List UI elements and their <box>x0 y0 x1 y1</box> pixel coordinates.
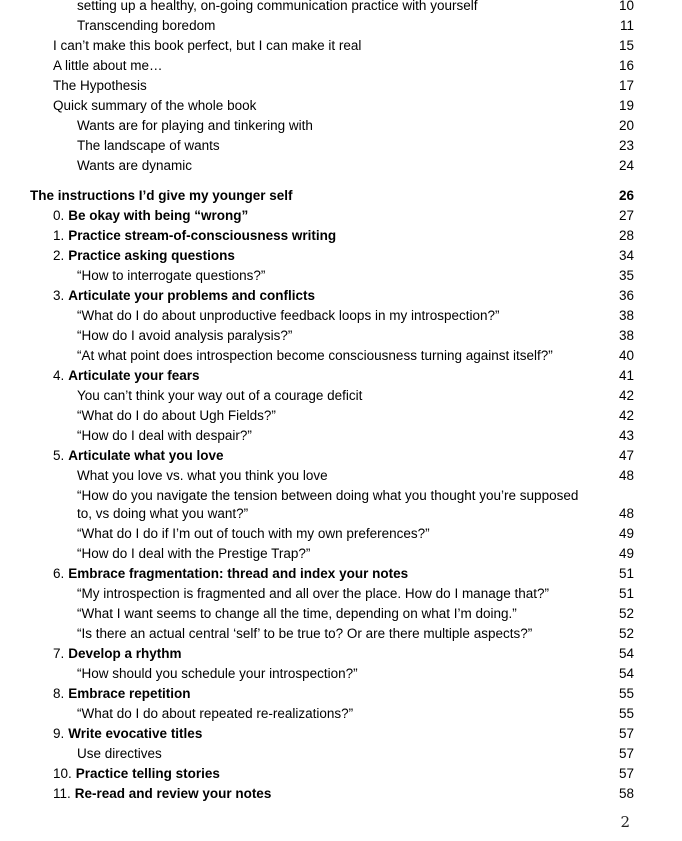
toc-entry[interactable] <box>30 346 634 366</box>
toc-entry[interactable] <box>30 704 634 724</box>
toc-entry-page: 40 <box>618 348 634 363</box>
toc-entry-title <box>53 765 594 783</box>
toc-entry-text: Transcending boredom <box>77 18 216 33</box>
toc-entry-title <box>77 157 594 175</box>
toc-entry-number: 2. <box>53 248 65 263</box>
toc-entry-text: Practice stream-of-consciousness writing <box>68 228 337 243</box>
toc-entry-title <box>53 565 594 583</box>
toc-entry-title <box>77 0 594 15</box>
toc-entry-title <box>53 247 594 265</box>
toc-entry-text: Write evocative titles <box>68 726 203 741</box>
toc-entry-title <box>53 645 594 663</box>
toc-entry-title <box>77 665 594 683</box>
toc-entry-text: Use directives <box>77 746 162 761</box>
toc-entry-text: “Is there an actual central ‘self’ to be true to? Or are there multiple aspects?” <box>77 626 533 641</box>
toc-entry-title <box>77 117 594 135</box>
page-footer <box>0 814 630 831</box>
toc-entry[interactable] <box>30 226 634 246</box>
toc-entry-title <box>77 545 594 563</box>
toc-entry-text: “My introspection is fragmented and all over the place. How do I manage that?” <box>77 586 549 601</box>
toc-entry-title <box>53 207 594 225</box>
toc-entry[interactable] <box>30 604 634 624</box>
toc-entry[interactable] <box>30 116 634 136</box>
toc-entry-title <box>53 725 594 743</box>
toc-entry-page: 16 <box>618 58 634 73</box>
toc-entry[interactable] <box>30 326 634 346</box>
toc-entry-text: “How do I deal with the Prestige Trap?” <box>77 546 311 561</box>
toc-entry[interactable] <box>30 96 634 116</box>
toc-entry-text: “What do I do if I’m out of touch with my own preferences?” <box>77 526 430 541</box>
toc-entry-title <box>77 137 594 155</box>
toc-entry-number: 8. <box>53 686 65 701</box>
toc-entry[interactable] <box>30 564 634 584</box>
toc-entry-text: The landscape of wants <box>77 138 220 153</box>
toc-entry-text: Embrace fragmentation: thread and index your notes <box>68 566 409 581</box>
toc-entry[interactable] <box>30 544 634 564</box>
toc-entry-page: 49 <box>618 546 634 561</box>
toc-entry[interactable] <box>30 306 634 326</box>
toc-entry-text: The instructions I’d give my younger self <box>30 188 293 203</box>
toc-entry-title <box>53 57 594 75</box>
toc-entry-page: 52 <box>618 626 634 641</box>
toc-entry-text: Articulate what you love <box>68 448 224 463</box>
toc-entry-text: “At what point does introspection become consciousness turning against itself?” <box>77 348 553 363</box>
toc-entry-number: 6. <box>53 566 65 581</box>
toc-entry-text: “How do I avoid analysis paralysis?” <box>77 328 293 343</box>
toc-entry-title <box>53 287 594 305</box>
toc-entry-title <box>77 407 594 425</box>
toc-entry-page: 41 <box>618 368 634 383</box>
toc-entry-text: setting up a healthy, on-going communication practice with yourself <box>77 0 478 13</box>
toc-entry-page: 57 <box>618 766 634 781</box>
toc-entry[interactable] <box>30 136 634 156</box>
toc-entry-text: The Hypothesis <box>53 78 147 93</box>
toc-entry-page: 51 <box>618 566 634 581</box>
toc-entry-page: 54 <box>618 646 634 661</box>
toc-entry-page: 10 <box>618 0 634 13</box>
toc-entry-text: “How to interrogate questions?” <box>77 268 266 283</box>
toc-entry-title <box>77 17 594 35</box>
toc-entry-page: 38 <box>618 308 634 323</box>
toc-entry[interactable] <box>30 0 634 16</box>
toc-entry[interactable] <box>30 56 634 76</box>
toc-entry[interactable] <box>30 486 634 524</box>
toc-entry-number: 11. <box>53 786 71 801</box>
toc-entry-title <box>77 267 594 285</box>
toc-entry-page: 23 <box>618 138 634 153</box>
toc-entry-page: 20 <box>618 118 634 133</box>
toc-entry-text: Articulate your fears <box>68 368 200 383</box>
toc-entry[interactable] <box>30 624 634 644</box>
toc-entry[interactable] <box>30 446 634 466</box>
toc-entry-number: 4. <box>53 368 65 383</box>
toc-entry-title <box>53 367 594 385</box>
toc-entry-page: 27 <box>618 208 634 223</box>
table-of-contents <box>30 0 634 804</box>
toc-entry-title <box>77 347 594 365</box>
toc-entry-number: 0. <box>53 208 65 223</box>
toc-entry-page: 48 <box>618 468 634 483</box>
toc-entry[interactable] <box>30 246 634 266</box>
toc-entry-page: 55 <box>618 686 634 701</box>
toc-entry-text: “How should you schedule your introspection?” <box>77 666 358 681</box>
toc-entry-text: Quick summary of the whole book <box>53 98 257 113</box>
toc-entry-title <box>53 685 594 703</box>
toc-entry-title <box>77 387 594 405</box>
toc-entry-number: 5. <box>53 448 65 463</box>
toc-entry-page: 58 <box>618 786 634 801</box>
toc-entry-page: 52 <box>618 606 634 621</box>
toc-entry-page: 48 <box>618 506 634 521</box>
toc-entry-title <box>77 427 594 445</box>
toc-entry[interactable] <box>30 764 634 784</box>
toc-entry[interactable] <box>30 186 634 206</box>
toc-entry-page: 42 <box>618 388 634 403</box>
toc-entry-page: 38 <box>618 328 634 343</box>
toc-entry-page: 54 <box>618 666 634 681</box>
toc-entry-title <box>53 37 594 55</box>
toc-entry-text: “What do I do about repeated re-realizations?” <box>77 706 354 721</box>
toc-entry-page: 42 <box>618 408 634 423</box>
toc-entry-text: A little about me… <box>53 58 163 73</box>
toc-entry-text: I can’t make this book perfect, but I can make it real <box>53 38 362 53</box>
toc-entry-page: 36 <box>618 288 634 303</box>
toc-entry[interactable] <box>30 386 634 406</box>
toc-entry-page: 15 <box>618 38 634 53</box>
toc-entry-page: 26 <box>618 188 634 203</box>
toc-entry-text: Practice telling stories <box>75 766 220 781</box>
toc-entry-number: 1. <box>53 228 65 243</box>
toc-entry-text: Be okay with being “wrong” <box>68 208 249 223</box>
toc-entry[interactable] <box>30 16 634 36</box>
toc-entry[interactable] <box>30 426 634 446</box>
toc-entry-page: 47 <box>618 448 634 463</box>
toc-entry-title <box>77 467 594 485</box>
toc-entry-title <box>53 77 594 95</box>
toc-entry-title <box>53 97 594 115</box>
toc-entry-title <box>77 525 594 543</box>
toc-entry[interactable] <box>30 644 634 664</box>
toc-entry[interactable] <box>30 406 634 426</box>
toc-entry-page: 28 <box>618 228 634 243</box>
toc-entry-number: 3. <box>53 288 65 303</box>
toc-entry-text: “How do you navigate the tension between doing what you thought you’re supposed to, vs doing what you want?” <box>77 488 579 521</box>
toc-entry-page: 35 <box>618 268 634 283</box>
toc-entry-text: Practice asking questions <box>68 248 235 263</box>
toc-entry-text: Articulate your problems and conflicts <box>68 288 316 303</box>
toc-entry[interactable] <box>30 584 634 604</box>
toc-entry-title <box>77 745 594 763</box>
toc-entry-title <box>77 585 594 603</box>
toc-entry[interactable] <box>30 524 634 544</box>
toc-entry-title <box>77 487 594 523</box>
toc-entry-page: 19 <box>618 98 634 113</box>
toc-entry[interactable] <box>30 684 634 704</box>
toc-entry-title <box>53 447 594 465</box>
toc-entry[interactable] <box>30 36 634 56</box>
toc-entry-text: “What do I do about unproductive feedback loops in my introspection?” <box>77 308 500 323</box>
toc-entry[interactable] <box>30 156 634 176</box>
toc-entry-title <box>53 785 594 803</box>
toc-entry-page: 49 <box>618 526 634 541</box>
toc-entry-page: 24 <box>618 158 634 173</box>
toc-entry-page: 55 <box>618 706 634 721</box>
toc-entry-text: “What do I do about Ugh Fields?” <box>77 408 276 423</box>
toc-entry-text: Wants are dynamic <box>77 158 193 173</box>
toc-entry-number: 10. <box>53 766 72 781</box>
toc-entry-text: What you love vs. what you think you love <box>77 468 328 483</box>
page-number: 2 <box>620 813 630 831</box>
toc-entry-title <box>77 705 594 723</box>
toc-entry[interactable] <box>30 466 634 486</box>
toc-entry-page: 11 <box>619 18 634 33</box>
toc-entry-page: 34 <box>618 248 634 263</box>
toc-entry-title <box>77 605 594 623</box>
toc-entry-title <box>77 625 594 643</box>
toc-entry[interactable] <box>30 744 634 764</box>
toc-entry-number: 7. <box>53 646 65 661</box>
toc-entry[interactable] <box>30 286 634 306</box>
toc-entry[interactable] <box>30 266 634 286</box>
toc-entry[interactable] <box>30 664 634 684</box>
toc-entry-page: 57 <box>618 726 634 741</box>
toc-entry-page: 51 <box>618 586 634 601</box>
toc-entry[interactable] <box>30 784 634 804</box>
toc-entry[interactable] <box>30 76 634 96</box>
toc-entry-text: “How do I deal with despair?” <box>77 428 252 443</box>
toc-entry-text: “What I want seems to change all the time, depending on what I’m doing.” <box>77 606 517 621</box>
toc-entry[interactable] <box>30 724 634 744</box>
toc-entry-title <box>30 187 594 205</box>
toc-entry-title <box>77 327 594 345</box>
toc-entry-page: 43 <box>618 428 634 443</box>
toc-entry-text: Re-read and review your notes <box>74 786 272 801</box>
toc-entry[interactable] <box>30 206 634 226</box>
toc-entry-number: 9. <box>53 726 65 741</box>
toc-entry-text: Embrace repetition <box>68 686 191 701</box>
toc-entry-text: You can’t think your way out of a courage deficit <box>77 388 363 403</box>
toc-entry-title <box>53 227 594 245</box>
toc-entry-page: 57 <box>618 746 634 761</box>
toc-entry-text: Develop a rhythm <box>68 646 182 661</box>
toc-entry[interactable] <box>30 366 634 386</box>
toc-entry-title <box>77 307 594 325</box>
toc-entry-text: Wants are for playing and tinkering with <box>77 118 313 133</box>
toc-entry-page: 17 <box>618 78 634 93</box>
